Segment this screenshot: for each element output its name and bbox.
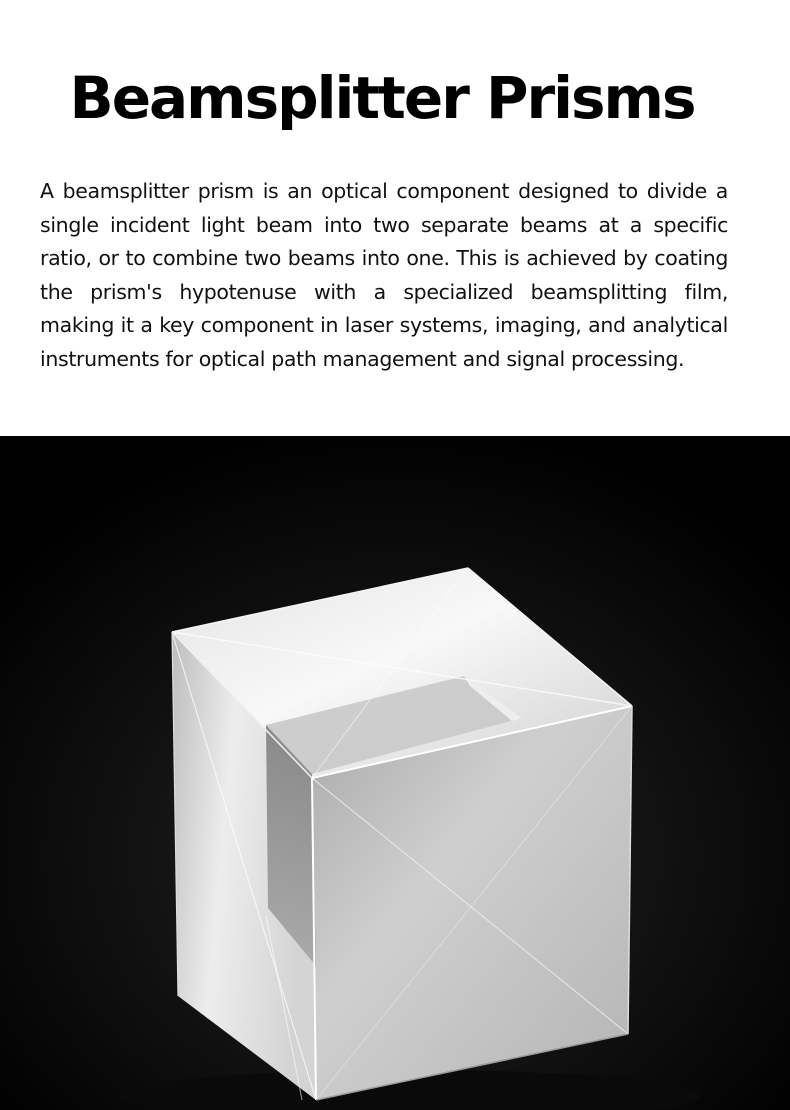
- product-photo: [0, 436, 790, 1110]
- header-section: [0, 0, 790, 436]
- page-title: Beamsplitter Prisms: [69, 64, 695, 132]
- description-paragraph: A beamsplitter prism is an optical component designed to divide a single incident light beam into two separate beams at a specific ratio, or to combine two beams into one. This is achieved by coating the prism's hypotenuse with a specialized beamsplitting film, making it a key component in laser systems, imaging, and analytical instruments for optical path management and signal processing.: [40, 179, 728, 371]
- beamsplitter-cube-image: [0, 436, 790, 1110]
